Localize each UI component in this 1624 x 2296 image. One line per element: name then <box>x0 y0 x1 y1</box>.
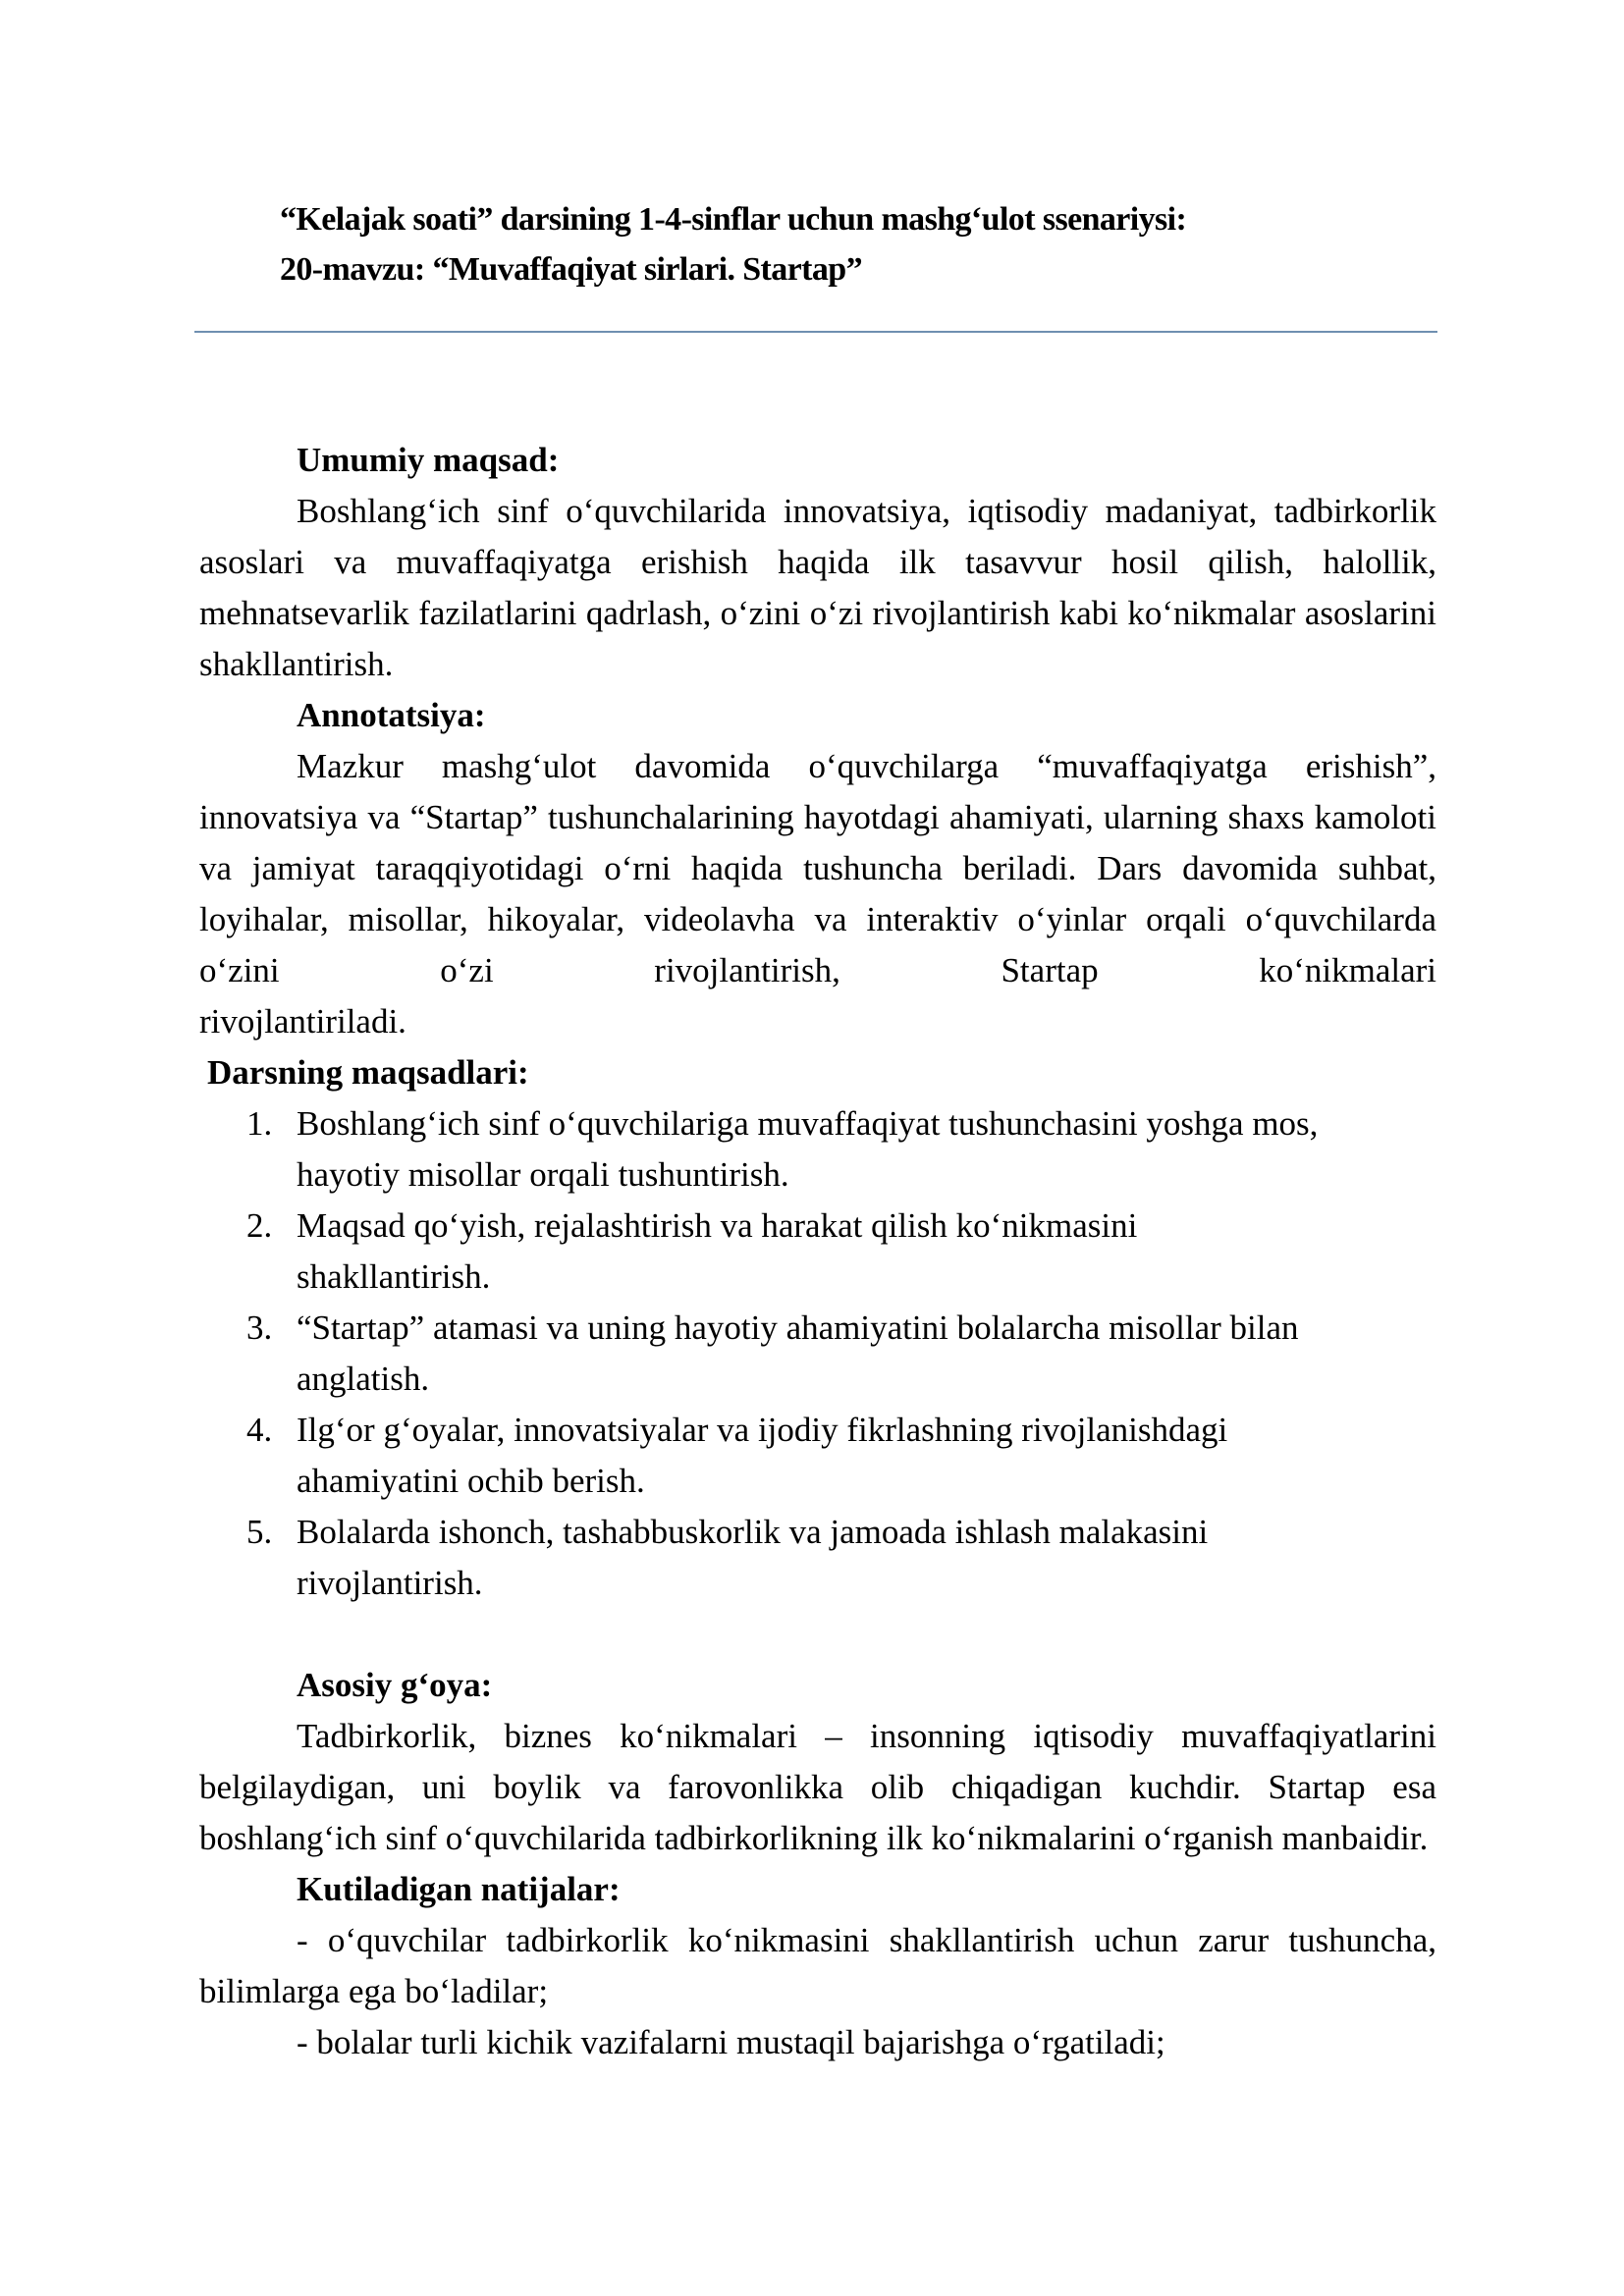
document-header <box>280 194 1458 294</box>
header-title: “Kelajak soati” darsining 1-4-sinflar uchun mashg‘ulot ssenariysi: <box>280 201 1187 238</box>
maqsadlar-list <box>199 1098 1436 1609</box>
natija-item: - o‘quvchilar tadbirkorlik ko‘nikmasini shakllantirish uchun zarur tushuncha, bilimlarga ega bo‘ladilar; <box>199 1921 1436 2010</box>
section-heading-asosiy-goya: Asosiy g‘oya: <box>297 1666 493 1704</box>
section-heading-kutiladigan-natijalar: Kutiladigan natijalar: <box>297 1870 621 1908</box>
natija-item: - bolalar turli kichik vazifalarni mustaqil bajarishga o‘rgatiladi; <box>297 2023 1165 2061</box>
list-item <box>199 1098 1436 1201</box>
list-item-text: Maqsad qo‘yish, rejalashtirish va harakat qilish ko‘nikmasini shakllantirish. <box>297 1206 1138 1296</box>
section-spacer <box>199 1609 1436 1660</box>
list-item-text: Ilg‘or g‘oyalar, innovatsiyalar va ijodiy fikrlashning rivojlanishdagi ahamiyatini ochib berish. <box>297 1411 1228 1500</box>
list-item-number: 2. <box>246 1206 273 1245</box>
document-body <box>199 435 1436 2068</box>
annotatsiya-text-end: rivojlantiriladi. <box>199 1002 406 1041</box>
section-heading-darsning-maqsadlari: Darsning maqsadlari: <box>207 1053 529 1092</box>
list-item-text: Bolalarda ishonch, tashabbuskorlik va jamoada ishlash malakasini rivojlantirish. <box>297 1513 1209 1602</box>
list-item-number: 5. <box>246 1513 273 1551</box>
list-item <box>199 1201 1436 1303</box>
list-item-number: 4. <box>246 1411 273 1449</box>
umumiy-maqsad-text: Boshlang‘ich sinf o‘quvchilarida innovatsiya, iqtisodiy madaniyat, tadbirkorlik asoslari va muvaffaqiyatga erishish haqida ilk tasavvur hosil qilish, halollik, mehnatsevarlik fazilatlarini qadrlash, o‘zini o‘zi rivojlantirish kabi ko‘nikmalar asoslarini shakllantirish. <box>199 492 1436 683</box>
list-item-number: 1. <box>246 1104 273 1143</box>
section-heading-annotatsiya: Annotatsiya: <box>297 696 486 734</box>
list-item-text: Boshlang‘ich sinf o‘quvchilariga muvaffaqiyat tushunchasini yoshga mos, hayotiy misollar orqali tushuntirish. <box>297 1104 1319 1194</box>
list-item <box>199 1405 1436 1507</box>
list-item-number: 3. <box>246 1308 273 1347</box>
list-item <box>199 1303 1436 1405</box>
asosiy-goya-text: Tadbirkorlik, biznes ko‘nikmalari – insonning iqtisodiy muvaffaqiyatlarini belgilaydigan, uni boylik va farovonlikka olib chiqadigan kuchdir. Startap esa boshlang‘ich sinf o‘quvchilarida tadbirkorlikning ilk ko‘nikmalarini o‘rganish manbaidir. <box>199 1717 1436 1857</box>
list-item-text: “Startap” atamasi va uning hayotiy ahamiyatini bolalarcha misollar bilan anglatish. <box>297 1308 1299 1398</box>
annotatsiya-text: Mazkur mashg‘ulot davomida o‘quvchilarga “muvaffaqiyatga erishish”, innovatsiya va “Startap” tushunchalarining hayotdagi ahamiyati, ularning shaxs kamoloti va jamiyat taraqqiyotidagi o‘rni haqida tushuncha beriladi. Dars davomida suhbat, loyihalar, misollar, hikoyalar, videolavha va interaktiv o‘yinlar orqali o‘quvchilarda o‘zini o‘zi rivojlantirish, Startap ko‘nikmalari <box>199 747 1436 989</box>
section-heading-umumiy-maqsad: Umumiy maqsad: <box>297 441 560 479</box>
header-divider <box>194 331 1437 333</box>
list-item <box>199 1507 1436 1609</box>
header-topic: 20-mavzu: “Muvaffaqiyat sirlari. Startap” <box>280 251 862 288</box>
